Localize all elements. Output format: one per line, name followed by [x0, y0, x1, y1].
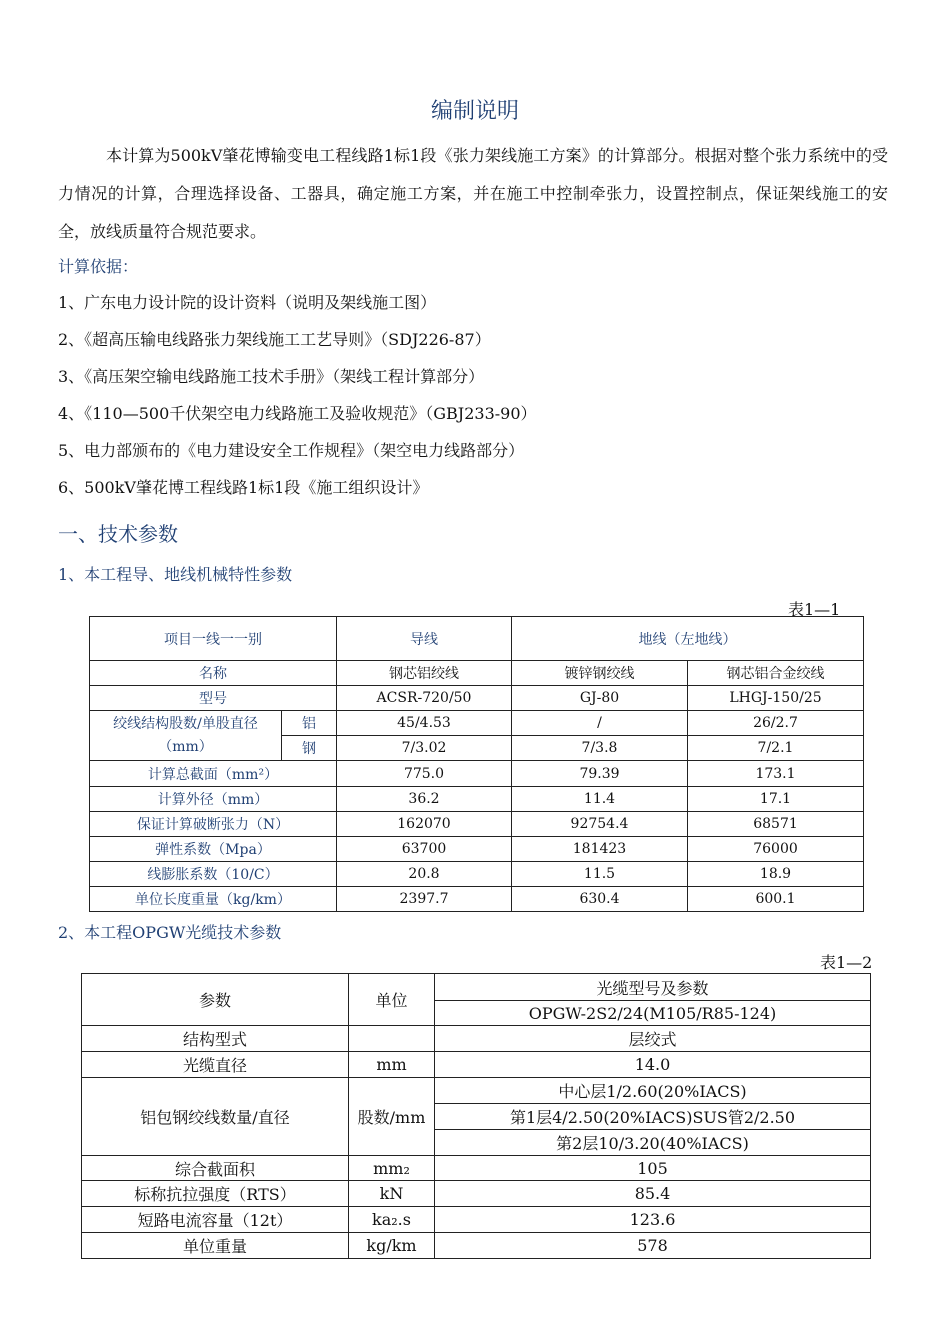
row-label: 光缆直径	[82, 1052, 349, 1078]
row-label: 型号	[90, 686, 337, 711]
basis-item: 1、广东电力设计院的设计资料（说明及架线施工图）	[58, 293, 437, 312]
basis-item: 2、《超高压输电线路张力架线施工工艺导则》（SDJ226-87）	[58, 330, 491, 349]
table-cell: 7/2.1	[688, 736, 864, 761]
table-cell: LHGJ-150/25	[688, 686, 864, 711]
row-label: 单位长度重量（kg/km）	[90, 887, 337, 912]
table-cell: mm₂	[349, 1156, 435, 1181]
basis-item: 4、《110—500千伏架空电力线路施工及验收规范》（GBJ233-90）	[58, 404, 537, 423]
table-cell: 181423	[512, 837, 688, 862]
row-label: 保证计算破断张力（N）	[90, 812, 337, 837]
table-cell: 600.1	[688, 887, 864, 912]
opgw-parameters-table	[81, 973, 871, 1259]
table-cell: 85.4	[435, 1181, 871, 1207]
table-header-unit: 单位	[349, 974, 435, 1026]
basis-item: 6、500kV肇花博工程线路1标1段《施工组织设计》	[58, 478, 429, 497]
intro-paragraph: 本计算为500kV肇花博输变电工程线路1标1段《张力架线施工方案》的计算部分。根据对整个张力系统中的受力情况的计算，合理选择设备、工器具，确定施工方案，并在施工中控制牵张力，设置控制点，保证架线施工的安全，放线质量符合规范要求。	[58, 146, 888, 241]
row-label: 综合截面积	[82, 1156, 349, 1181]
table-cell: 第1层4/2.50(20%IACS)SUS管2/2.50	[435, 1104, 871, 1130]
row-label: 线膨胀系数（10/C）	[90, 862, 337, 887]
table-cell: 11.5	[512, 862, 688, 887]
table-number: 表1—1	[788, 600, 841, 619]
table-cell: 775.0	[337, 761, 512, 787]
table-cell: 630.4	[512, 887, 688, 912]
table-header-conductor: 导线	[337, 617, 512, 661]
table-cell: GJ-80	[512, 686, 688, 711]
row-label: 结构型式	[82, 1026, 349, 1052]
table-cell: 578	[435, 1233, 871, 1259]
document-title: 编制说明	[430, 99, 519, 124]
table-cell: 92754.4	[512, 812, 688, 837]
table-cell: ka₂.s	[349, 1207, 435, 1233]
table-cell: 14.0	[435, 1052, 871, 1078]
table-header-item: 项目一线一一别	[90, 617, 337, 661]
table-header-param: 参数	[82, 974, 349, 1026]
table-cell: 层绞式	[435, 1026, 871, 1052]
subsection-heading: 2、本工程OPGW光缆技术参数	[58, 923, 282, 942]
table-cell: 162070	[337, 812, 512, 837]
table-cell: kg/km	[349, 1233, 435, 1259]
row-label: 名称	[90, 661, 337, 686]
table-cell: 105	[435, 1156, 871, 1181]
row-label: 单位重量	[82, 1233, 349, 1259]
row-label: 计算外径（mm）	[90, 787, 337, 812]
subsection-heading: 1、本工程导、地线机械特性参数	[58, 565, 293, 584]
table-number: 表1—2	[820, 953, 873, 972]
row-label: 标称抗拉强度（RTS）	[82, 1181, 349, 1207]
row-label-strand	[90, 711, 282, 761]
table-cell: 钢芯铝绞线	[337, 661, 512, 686]
table-cell: 63700	[337, 837, 512, 862]
table-cell: 68571	[688, 812, 864, 837]
table-cell: 26/2.7	[688, 711, 864, 736]
basis-heading: 计算依据：	[58, 257, 139, 276]
table-cell: ACSR-720/50	[337, 686, 512, 711]
basis-item: 3、《高压架空输电线路施工技术手册》（架线工程计算部分）	[58, 367, 485, 386]
strand-label-unit: （mm）	[158, 738, 213, 755]
table-cell: 36.2	[337, 787, 512, 812]
table-cell: 17.1	[688, 787, 864, 812]
table-cell: 123.6	[435, 1207, 871, 1233]
basis-item: 5、电力部颁布的《电力建设安全工作规程》（架空电力线路部分）	[58, 441, 525, 460]
sub-label-steel: 钢	[282, 736, 337, 761]
conductor-parameters-table	[89, 616, 864, 912]
row-label: 弹性系数（Mpa）	[90, 837, 337, 862]
row-label: 计算总截面（mm²）	[90, 761, 337, 787]
table-cell: kN	[349, 1181, 435, 1207]
table-header-spec: 光缆型号及参数	[435, 974, 871, 1001]
table-cell: 173.1	[688, 761, 864, 787]
table-cell: 18.9	[688, 862, 864, 887]
table-cell	[349, 1026, 435, 1052]
row-label: 短路电流容量（12t）	[82, 1207, 349, 1233]
table-cell: 11.4	[512, 787, 688, 812]
table-cell: 镀锌钢绞线	[512, 661, 688, 686]
sub-label-aluminum: 铝	[282, 711, 337, 736]
table-cell: 76000	[688, 837, 864, 862]
table-cell: 股数/mm	[349, 1078, 435, 1156]
table-cell: 中心层1/2.60(20%IACS)	[435, 1078, 871, 1104]
table-cell: 45/4.53	[337, 711, 512, 736]
table-header-ground: 地线（左地线）	[512, 617, 864, 661]
table-cell: 第2层10/3.20(40%IACS)	[435, 1130, 871, 1156]
table-cell: 20.8	[337, 862, 512, 887]
table-cell: 钢芯铝合金绞线	[688, 661, 864, 686]
table-header-model: OPGW-2S2/24(M105/R85-124)	[435, 1001, 871, 1026]
table-cell: 7/3.8	[512, 736, 688, 761]
table-cell: 79.39	[512, 761, 688, 787]
section-heading: 一、技术参数	[58, 522, 178, 546]
table-cell: mm	[349, 1052, 435, 1078]
row-label: 铝包钢绞线数量/直径	[82, 1078, 349, 1156]
table-cell: 2397.7	[337, 887, 512, 912]
table-cell: 7/3.02	[337, 736, 512, 761]
strand-label-line: 绞线结构股数/单股直径	[113, 715, 258, 732]
table-cell: /	[512, 711, 688, 736]
